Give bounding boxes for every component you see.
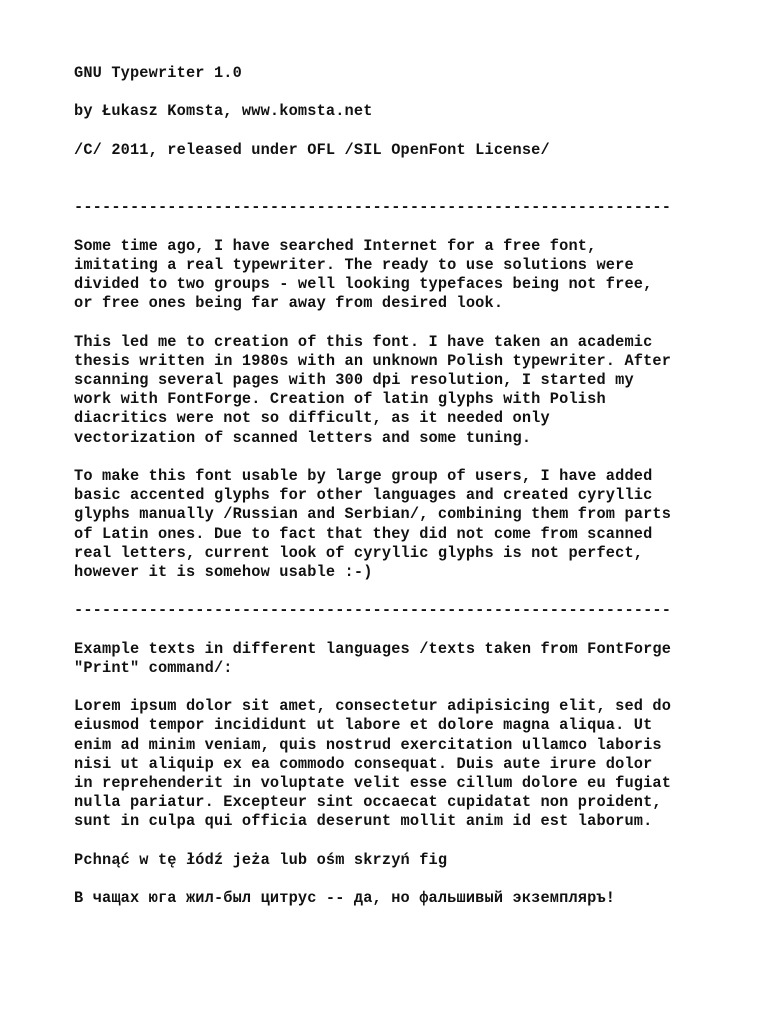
text-line: enim ad minim veniam, quis nostrud exercitation ullamco laboris (74, 735, 662, 754)
text-line: real letters, current look of cyryllic glyphs is not perfect, (74, 543, 644, 562)
author-line: by Łukasz Komsta, www.komsta.net (74, 102, 373, 121)
spacer (74, 678, 768, 697)
text-line: imitating a real typewriter. The ready to use solutions were (74, 255, 634, 274)
text-line: Example texts in different languages /texts taken from FontForge (74, 639, 672, 658)
text-line: of Latin ones. Due to fact that they did not come from scanned (74, 524, 653, 543)
text-line: "Print" command/: (74, 658, 233, 677)
text-line: thesis written in 1980s with an unknown Polish typewriter. After (74, 351, 672, 370)
examples-heading (74, 640, 768, 678)
text-line: This led me to creation of this font. I have taken an academic (74, 332, 653, 351)
lorem-ipsum-paragraph (74, 697, 768, 831)
document-title: GNU Typewriter 1.0 (74, 64, 242, 82)
text-line: work with FontForge. Creation of latin glyphs with Polish (74, 390, 606, 409)
polish-pangram: Pchnąć w tę łódź jeża lub ośm skrzyń fig (74, 850, 448, 869)
text-line: Lorem ipsum dolor sit amet, consectetur adipisicing elit, sed do (74, 697, 672, 716)
separator-line: ---------------------------------------------------------------- (74, 198, 672, 217)
text-line: or free ones being far away from desired look. (74, 294, 504, 313)
intro-paragraph-2 (74, 333, 768, 448)
text-line: scanning several pages with 300 dpi resolution, I started my (74, 371, 634, 389)
text-line: basic accented glyphs for other languages and created cyryllic (74, 486, 653, 505)
intro-paragraph-3 (74, 467, 768, 582)
spacer (74, 160, 768, 179)
spacer (74, 870, 768, 889)
text-line: nulla pariatur. Excepteur sint occaecat cupidatat non proident, (74, 793, 662, 812)
text-line: diacritics were not so difficult, as it needed only (74, 409, 550, 428)
spacer (74, 620, 768, 639)
text-line: in reprehenderit in voluptate velit esse cillum dolore eu fugiat (74, 773, 672, 792)
intro-paragraph-1 (74, 237, 768, 314)
spacer (74, 313, 768, 332)
russian-pangram: В чащах юга жил-был цитрус -- да, но фальшивый экземпляръ! (74, 889, 616, 908)
text-line: divided to two groups - well looking typefaces being not free, (74, 275, 653, 294)
text-line: Some time ago, I have searched Internet for a free font, (74, 236, 597, 255)
text-line: however it is somehow usable :-) (74, 562, 373, 581)
text-line: To make this font usable by large group of users, I have added (74, 466, 653, 485)
text-line: sunt in culpa qui officia deserunt mollit anim id est laborum. (74, 812, 653, 831)
text-line: eiusmod tempor incididunt ut labore et dolore magna aliqua. Ut (74, 716, 653, 735)
spacer (74, 179, 768, 198)
spacer (74, 218, 768, 237)
text-line: nisi ut aliquip ex ea commodo consequat. Duis aute irure dolor (74, 754, 653, 773)
spacer (74, 83, 768, 102)
spacer (74, 448, 768, 467)
spacer (74, 832, 768, 851)
separator-line: ---------------------------------------------------------------- (74, 601, 672, 620)
text-line: vectorization of scanned letters and some tuning. (74, 428, 532, 447)
text-line: glyphs manually /Russian and Serbian/, combining them from parts (74, 505, 672, 524)
license-line: /C/ 2011, released under OFL /SIL OpenFont License/ (74, 140, 550, 159)
spacer (74, 582, 768, 601)
spacer (74, 122, 768, 141)
